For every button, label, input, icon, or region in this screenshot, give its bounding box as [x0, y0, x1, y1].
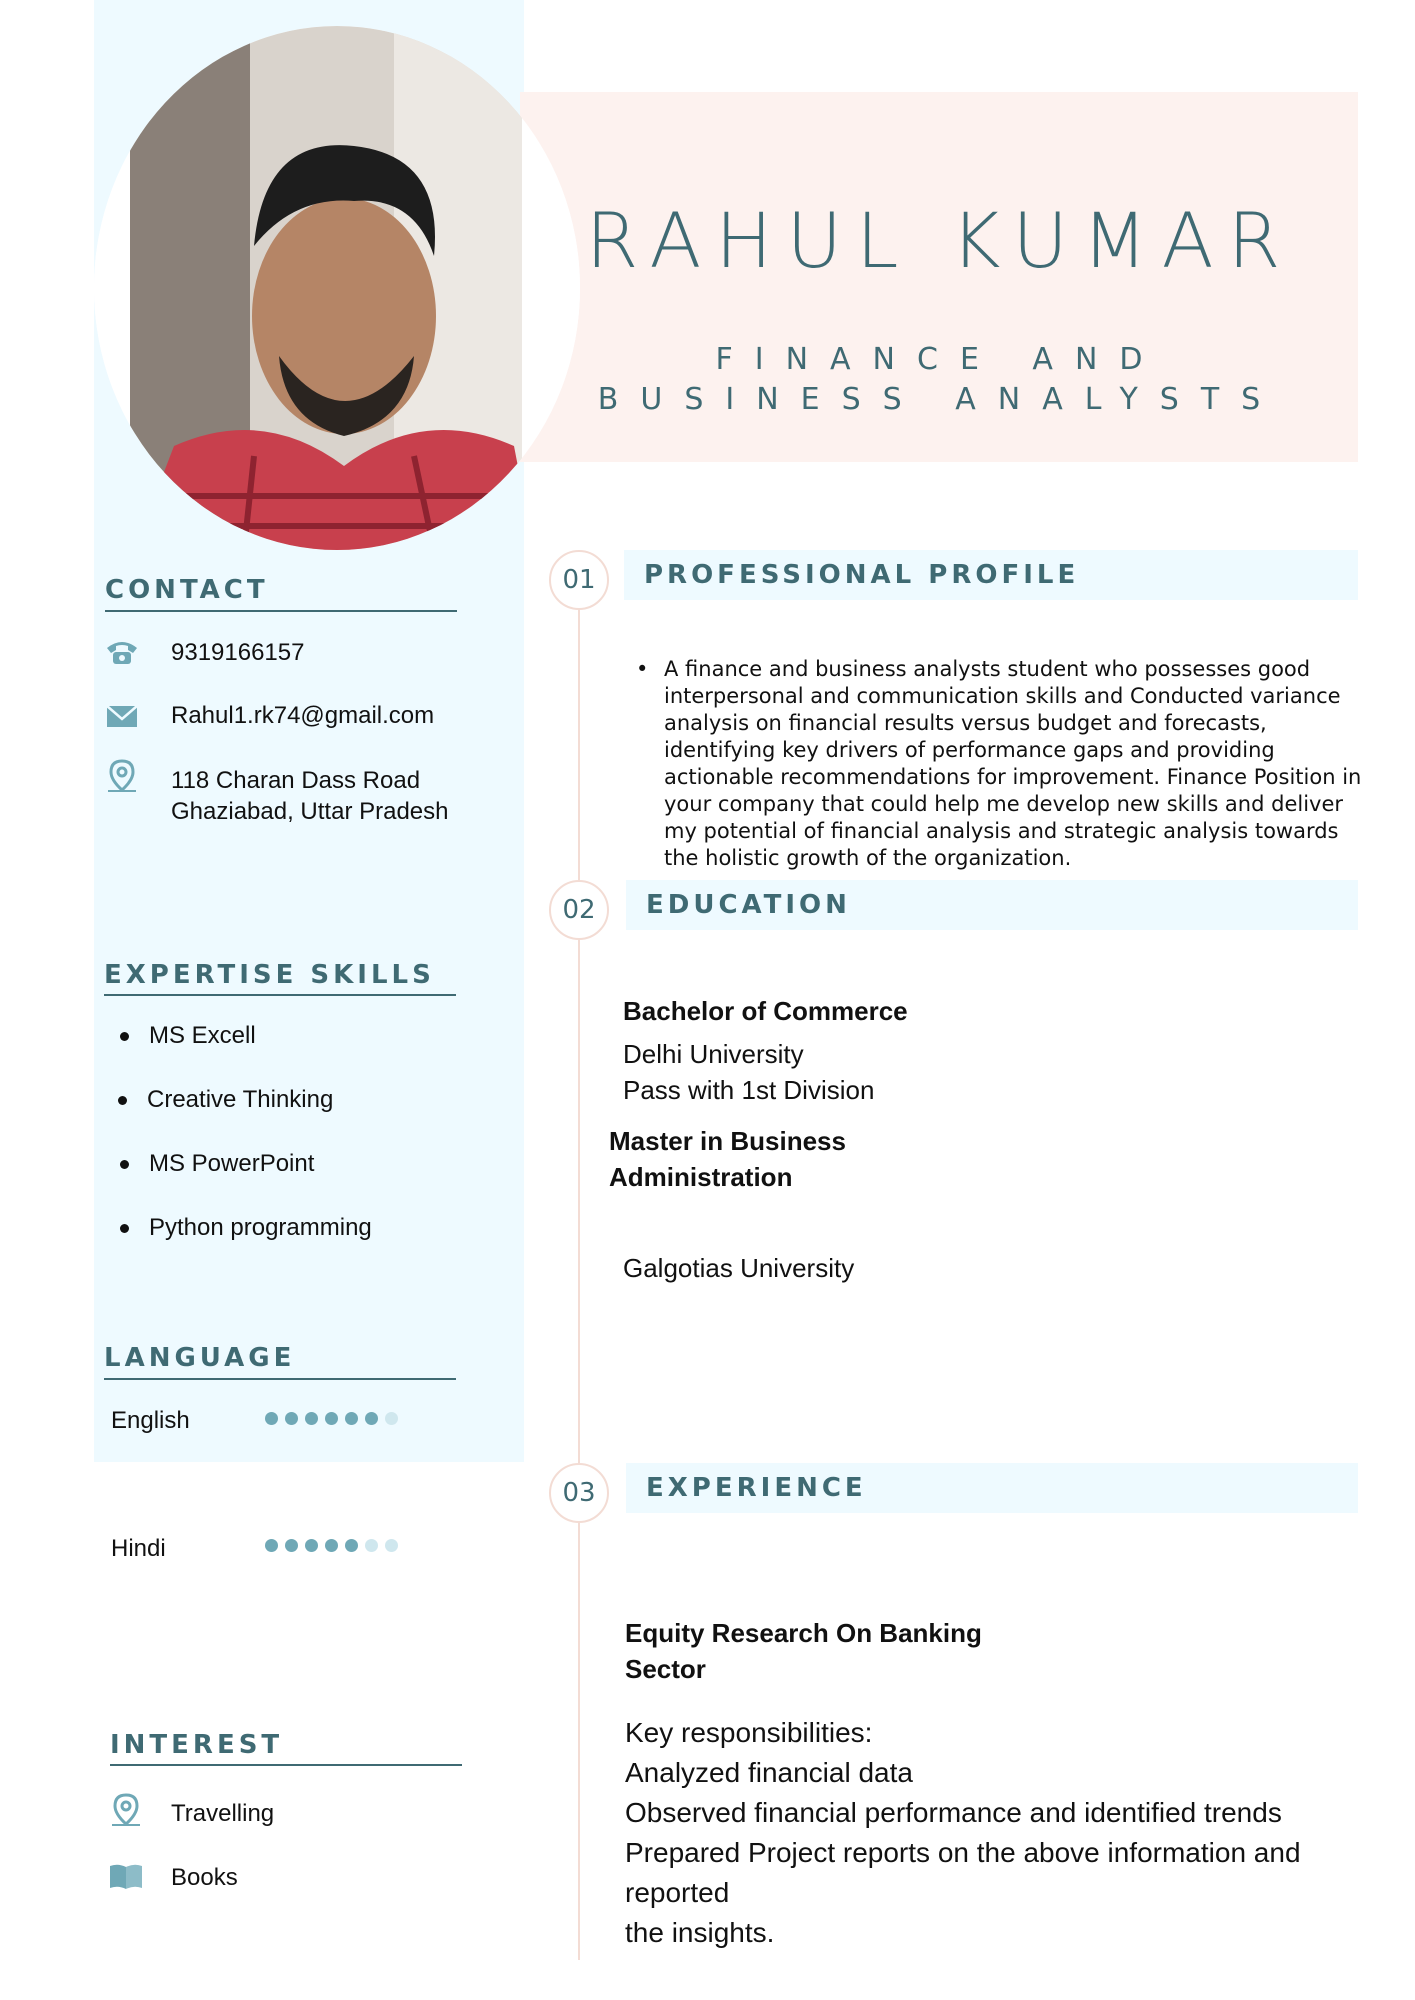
timeline-line [578, 590, 580, 1960]
degree-master [609, 1123, 846, 1195]
profile-line: the holistic growth of the organization. [664, 846, 1072, 870]
rating-dot-filled [285, 1412, 298, 1425]
address [171, 765, 449, 827]
rating-dot-filled [345, 1539, 358, 1552]
profile-line: identifying key drivers of performance gaps and providing [664, 738, 1275, 762]
skill-label: Creative Thinking [147, 1086, 334, 1113]
section-number-01: 01 [549, 550, 609, 610]
rating-dot-empty [385, 1412, 398, 1425]
bullet [120, 1032, 129, 1041]
contact-heading: CONTACT [105, 575, 269, 605]
interest-travelling: Travelling [171, 1800, 275, 1827]
phone-number: 9319166157 [171, 639, 305, 666]
language-english: English [111, 1407, 190, 1434]
rating-dot-filled [265, 1539, 278, 1552]
rating-dot-empty [385, 1539, 398, 1552]
section-number-02: 02 [549, 880, 609, 940]
profile-photo [94, 26, 580, 550]
experience-line: Key responsibilities: [625, 1717, 873, 1748]
profile-line: my potential of financial analysis and strategic analysis towards [664, 819, 1339, 843]
experience-heading: EXPERIENCE [646, 1473, 867, 1503]
skill-label: MS Excell [149, 1022, 256, 1049]
contact-divider [105, 610, 457, 612]
experience-title-line-1: Equity Research On Banking [625, 1618, 982, 1648]
rating-dot-filled [345, 1412, 358, 1425]
degree-master-line-1: Master in Business [609, 1126, 846, 1156]
experience-title [625, 1615, 982, 1687]
language-divider [104, 1378, 456, 1380]
skill-item [120, 1150, 314, 1178]
degree-bachelor: Bachelor of Commerce [623, 996, 908, 1026]
profile-line: interpersonal and communication skills and Conducted variance [664, 684, 1341, 708]
email-address[interactable]: Rahul1.rk74@gmail.com [171, 702, 435, 729]
job-title-line-2: BUSINESS ANALYSTS [597, 382, 1283, 417]
language-english-rating [265, 1412, 405, 1430]
school-delhi-university: Delhi University [623, 1039, 804, 1069]
profile-line: actionable recommendations for improvement. Finance Position in [664, 765, 1362, 789]
degree-master-line-2: Administration [609, 1162, 793, 1192]
candidate-name: RAHUL KUMAR [585, 196, 1295, 285]
education-heading: EDUCATION [646, 890, 851, 920]
profile-line: A finance and business analysts student who possesses good [664, 657, 1311, 681]
experience-details [625, 1713, 1355, 1953]
address-line-1: 118 Charan Dass Road [171, 767, 421, 794]
skill-item [120, 1022, 256, 1050]
profile-summary [664, 656, 1364, 872]
rating-dot-filled [365, 1412, 378, 1425]
rating-dot-filled [265, 1412, 278, 1425]
section-number-03: 03 [549, 1463, 609, 1523]
open-book-icon [108, 1858, 144, 1894]
bullet [120, 1224, 129, 1233]
school-galgotias-university: Galgotias University [623, 1253, 855, 1283]
interest-heading: INTEREST [110, 1730, 284, 1760]
language-hindi-rating [265, 1539, 405, 1557]
language-heading: LANGUAGE [104, 1343, 296, 1373]
language-hindi: Hindi [111, 1535, 166, 1562]
experience-line: Observed financial performance and identified trends [625, 1797, 1282, 1828]
location-pin-icon [108, 1792, 144, 1828]
experience-title-line-2: Sector [625, 1654, 706, 1684]
bullet: • [636, 657, 649, 681]
address-line-2: Ghaziabad, Uttar Pradesh [171, 798, 449, 825]
profile-line: your company that could help me develop new skills and deliver [664, 792, 1344, 816]
interest-books: Books [171, 1864, 238, 1891]
rating-dot-empty [365, 1539, 378, 1552]
profile-heading-band [624, 550, 1358, 600]
rating-dot-filled [325, 1539, 338, 1552]
interest-divider [110, 1764, 462, 1766]
rating-dot-filled [305, 1412, 318, 1425]
skills-divider [104, 994, 456, 996]
phone-icon [104, 634, 140, 670]
bullet [120, 1160, 129, 1169]
location-pin-icon [104, 758, 140, 794]
skill-label: Python programming [149, 1214, 372, 1241]
experience-heading-band [626, 1463, 1358, 1513]
rating-dot-filled [305, 1539, 318, 1552]
skills-heading: EXPERTISE SKILLS [104, 960, 435, 990]
email-icon [104, 698, 140, 734]
rating-dot-filled [325, 1412, 338, 1425]
profile-line: analysis on financial results versus budget and forecasts, [664, 711, 1267, 735]
profile-heading: PROFESSIONAL PROFILE [644, 560, 1080, 590]
skill-item [118, 1086, 333, 1114]
experience-line: Analyzed financial data [625, 1757, 913, 1788]
experience-line: Prepared Project reports on the above information and [625, 1837, 1301, 1868]
bullet [118, 1096, 127, 1105]
rating-dot-filled [285, 1539, 298, 1552]
skill-item [120, 1214, 372, 1242]
education-heading-band [626, 880, 1358, 930]
skill-label: MS PowerPoint [149, 1150, 315, 1177]
result-division: Pass with 1st Division [623, 1075, 875, 1105]
job-title [560, 340, 1320, 420]
job-title-line-1: FINANCE AND [715, 342, 1165, 377]
experience-line: reported [625, 1877, 730, 1908]
experience-line: the insights. [625, 1917, 775, 1948]
